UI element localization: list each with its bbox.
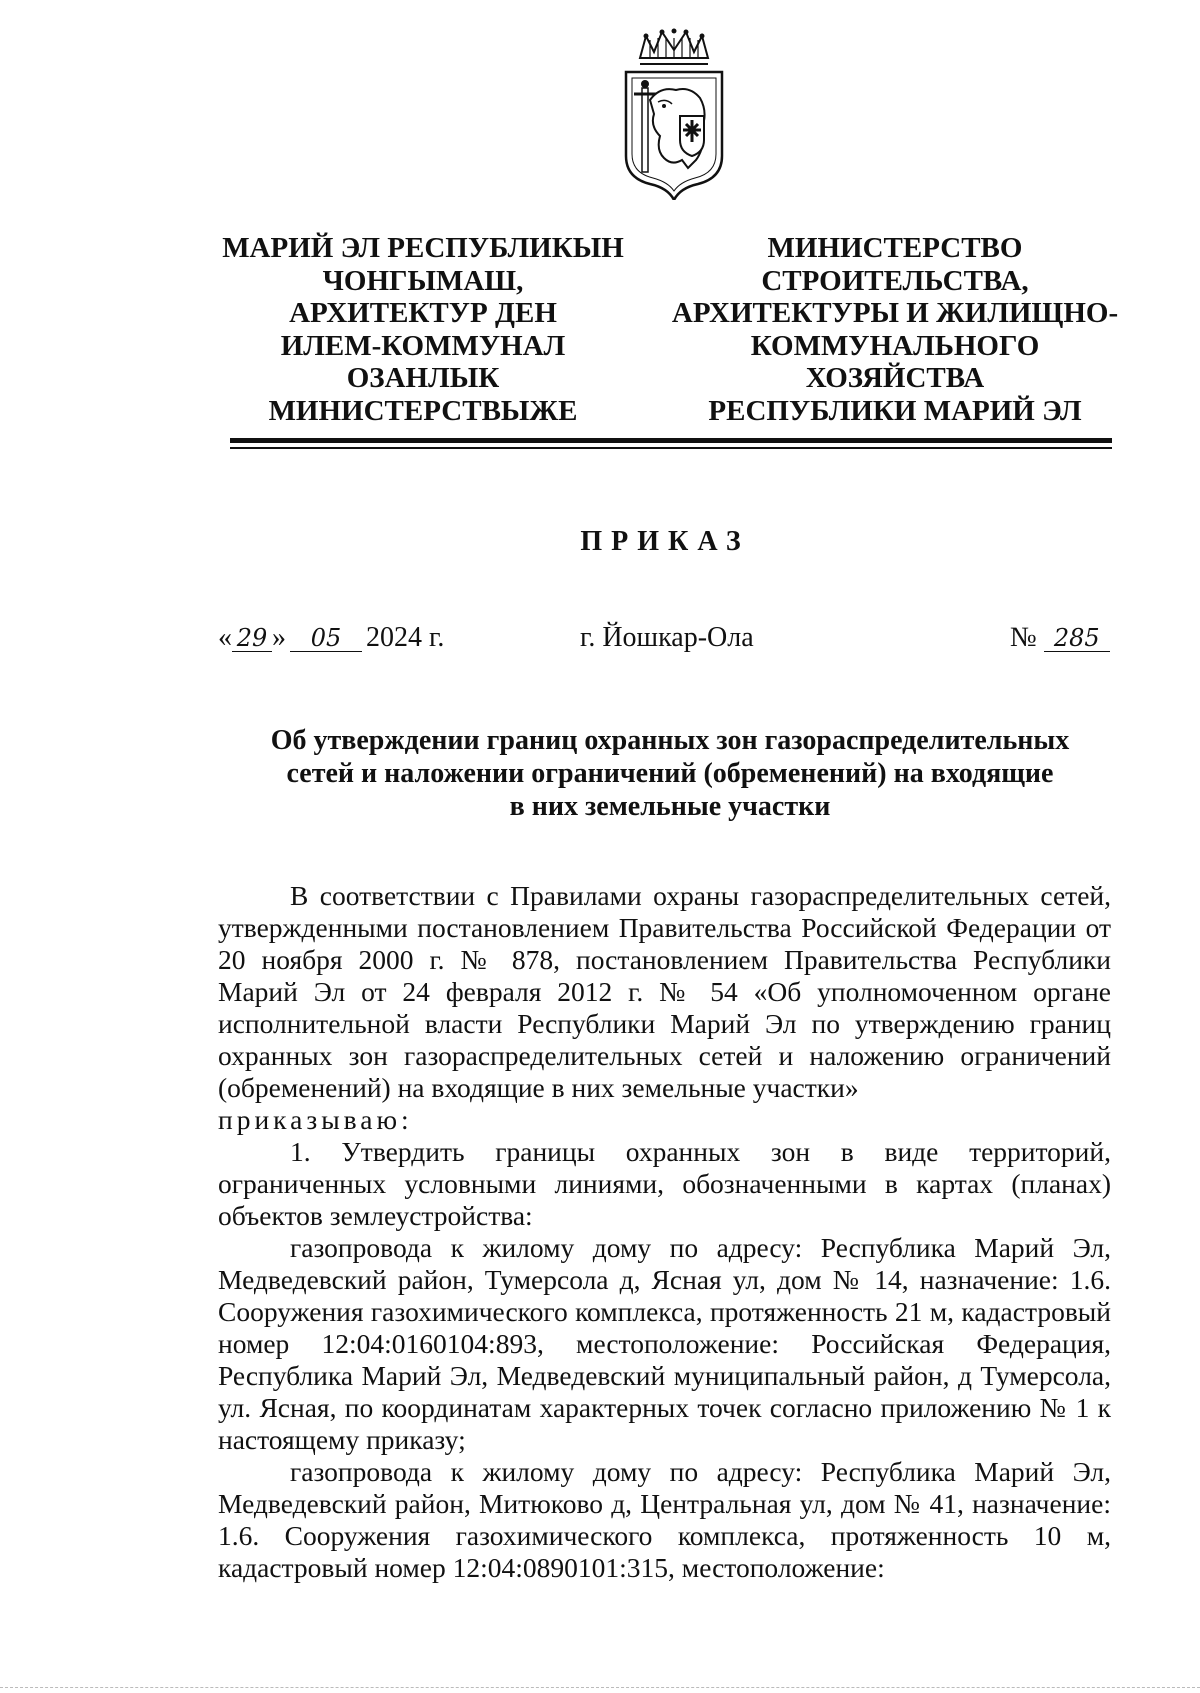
date-day-handwritten: 29	[232, 625, 272, 652]
header-left-line: МАРИЙ ЭЛ РЕСПУБЛИКЫН	[222, 232, 624, 264]
date-close-quote: »	[272, 622, 286, 653]
header-left-line: ОЗАНЛЫК	[346, 362, 500, 394]
header-left-line: ЧОНГЫМАШ,	[322, 264, 524, 297]
header-left-line: АРХИТЕКТУР ДЕН	[289, 297, 557, 329]
document-title	[230, 724, 1110, 823]
header-divider-thin	[230, 447, 1112, 449]
header-right-line: МИНИСТЕРСТВО	[767, 232, 1023, 264]
document-number	[1010, 622, 1110, 654]
header-left-line: ИЛЕМ-КОММУНАЛ	[280, 329, 566, 362]
document-city: г. Йошкар-Ола	[580, 622, 754, 653]
header-right-line: СТРОИТЕЛЬСТВА,	[761, 264, 1029, 297]
date-open-quote: «	[218, 622, 232, 653]
title-line: в них земельные участки	[509, 791, 831, 822]
header-left-line: МИНИСТЕРСТВЫЖЕ	[268, 394, 578, 427]
title-line: Об утверждении границ охранных зон газораспределительных	[270, 725, 1070, 756]
header-right-line: КОММУНАЛЬНОГО	[750, 329, 1040, 362]
header-right-line: АРХИТЕКТУРЫ И ЖИЛИЩНО-	[671, 297, 1119, 329]
title-line: сетей и наложении ограничений (обременений) на входящие	[286, 758, 1054, 789]
date-month-handwritten: 05	[290, 625, 362, 652]
header-right-ministry-name-russian	[670, 232, 1120, 427]
number-handwritten: 285	[1044, 625, 1110, 652]
body-item-1-a: газопровода к жилому дому по адресу: Республика Марий Эл, Медведевский район, Тумерсола д, Ясная ул, дом № 14, назначение: 1.6. Сооружения газохимического комплекса, протяженность 21 м, кадастровый номер 12:04:0160104:893, местоположение: Российская Федерация, Республика Марий Эл, Медведевский муниципальный район, д Тумерсола, ул. Ясная, по координатам характерных точек согласно приложению № 1 к настоящему приказу;	[218, 1232, 1111, 1455]
coat-of-arms-emblem	[620, 28, 728, 200]
scan-edge-line	[0, 1687, 1200, 1688]
document-body	[218, 880, 1111, 1584]
header-right-line: РЕСПУБЛИКИ МАРИЙ ЭЛ	[708, 394, 1082, 427]
body-item-1: 1. Утвердить границы охранных зон в виде территорий, ограниченных условными линиями, обозначенными в картах (планах) объектов землеустройства:	[218, 1136, 1111, 1231]
body-intro-paragraph: В соответствии с Правилами охраны газораспределительных сетей, утвержденными постановлением Правительства Российской Федерации от 20 ноября 2000 г. № 878, постановлением Правительства Республики Марий Эл от 24 февраля 2012 г. № 54 «Об уполномоченном органе исполнительной власти Республики Марий Эл по утверждению границ охранных зон газораспределительных сетей и наложению ограничений (обременений) на входящие в них земельные участки»	[218, 880, 1111, 1103]
date-year: 2024 г.	[366, 622, 445, 653]
header-right-line: ХОЗЯЙСТВА	[805, 362, 985, 394]
header-divider-thick	[230, 438, 1112, 443]
document-date	[218, 622, 444, 654]
number-label: №	[1010, 622, 1037, 653]
body-item-1-b: газопровода к жилому дому по адресу: Республика Марий Эл, Медведевский район, Митюково д, Центральная ул, дом № 41, назначение: 1.6. Сооружения газохимического комплекса, протяженность 10 м, кадастровый номер 12:04:0890101:315, местоположение:	[218, 1456, 1111, 1583]
body-orders-word: приказываю:	[218, 1104, 413, 1135]
document-type-heading: ПРИКАЗ	[580, 526, 750, 557]
header-left-ministry-name-mari	[208, 232, 638, 427]
